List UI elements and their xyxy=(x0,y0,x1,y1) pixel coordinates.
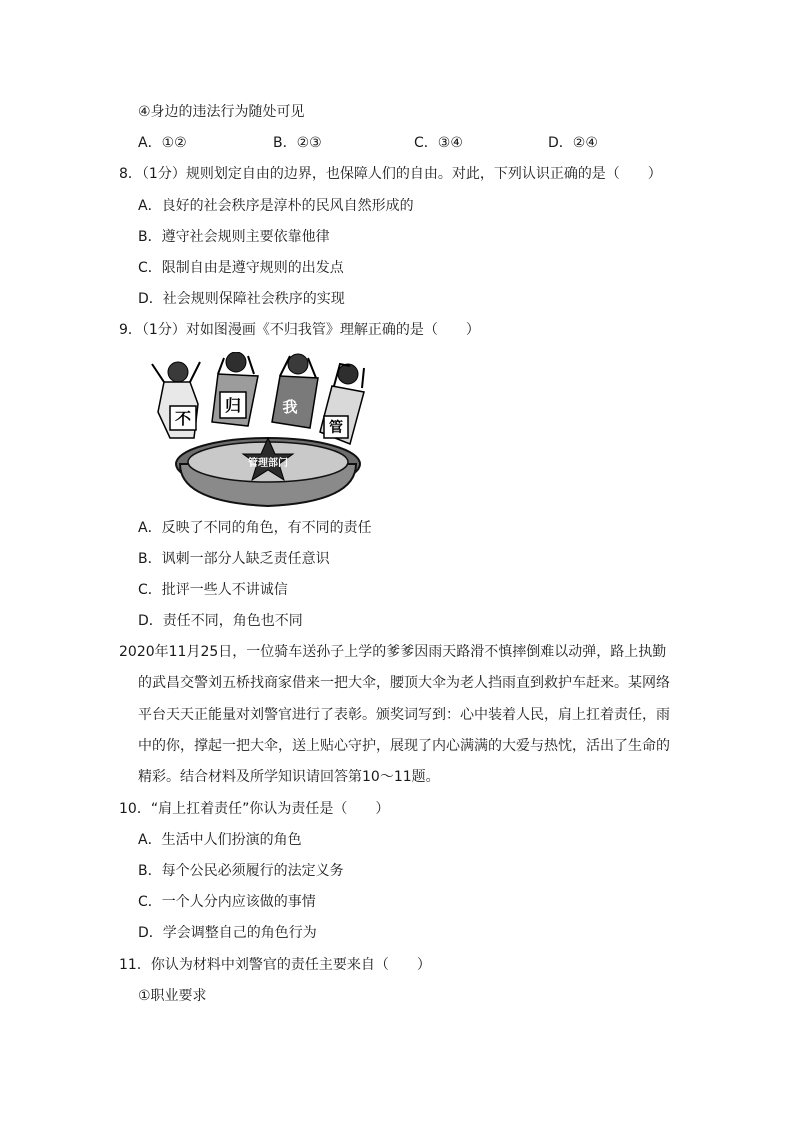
q11-item-1: ①职业要求 xyxy=(138,988,207,1004)
q9-option-a: A．反映了不同的角色，有不同的责任 xyxy=(138,520,372,536)
material-line-1: 2020年11月25日，一位骑车送孙子上学的爹爹因雨天路滑不慎摔倒难以动弹，路上执勤 xyxy=(119,644,667,660)
figure-3 xyxy=(272,354,318,428)
material-line-3: 平台天天正能量对刘警官进行了表彰。颁奖词写到：心中装着人民，肩上扛着责任，雨 xyxy=(138,707,670,723)
q9-option-d: D．责任不同，角色也不同 xyxy=(138,613,303,629)
figure-4 xyxy=(320,364,364,444)
q11-stem: 11．你认为材料中刘警官的责任主要来自（ ） xyxy=(119,957,431,973)
pot-label: 管理部门 xyxy=(248,458,288,469)
material-line-5: 精彩。结合材料及所学知识请回答第10～11题。 xyxy=(138,769,440,785)
q7-option-a: A．①② xyxy=(138,135,187,151)
figure-1 xyxy=(152,362,200,438)
q9-option-b: B．讽刺一部分人缺乏责任意识 xyxy=(138,551,330,567)
q7-option-d: D．②④ xyxy=(548,135,598,151)
q9-option-c: C．批评一些人不讲诚信 xyxy=(138,582,288,598)
cartoon-image xyxy=(150,352,380,508)
char-guan: 管 xyxy=(329,420,343,436)
q8-option-c: C．限制自由是遵守规则的出发点 xyxy=(138,260,344,276)
q8-option-d: D．社会规则保障社会秩序的实现 xyxy=(138,291,345,307)
q7-item-4: ④身边的违法行为随处可见 xyxy=(138,104,305,120)
q10-option-d: D．学会调整自己的角色行为 xyxy=(138,925,317,941)
char-gui: 归 xyxy=(224,396,242,415)
q10-stem: 10．“肩上扛着责任”你认为责任是（ ） xyxy=(119,801,390,817)
q7-options xyxy=(138,133,598,153)
q8-option-b: B．遵守社会规则主要依靠他律 xyxy=(138,229,330,245)
q10-option-c: C．一个人分内应该做的事情 xyxy=(138,894,316,910)
q8-stem: 8．（1分）规则划定自由的边界，也保障人们的自由。对此，下列认识正确的是（ ） xyxy=(119,166,662,182)
q10-option-a: A．生活中人们扮演的角色 xyxy=(138,832,302,848)
figure-2 xyxy=(212,352,258,426)
q10-option-b: B．每个公民必须履行的法定义务 xyxy=(138,863,344,879)
material-line-2: 的武昌交警刘五桥找商家借来一把大伞，腰顶大伞为老人挡雨直到救护车赶来。某网络 xyxy=(138,675,670,691)
q7-option-c: C．③④ xyxy=(414,135,463,151)
q8-option-a: A．良好的社会秩序是淳朴的民风自然形成的 xyxy=(138,198,414,214)
material-line-4: 中的你，撑起一把大伞，送上贴心守护，展现了内心满满的大爱与热忱，活出了生命的 xyxy=(138,738,670,754)
char-wo: 我 xyxy=(282,398,298,416)
char-bu: 不 xyxy=(174,409,192,428)
q7-option-b: B．②③ xyxy=(273,135,322,151)
q9-stem: 9．（1分）对如图漫画《不归我管》理解正确的是（ ） xyxy=(119,322,480,338)
